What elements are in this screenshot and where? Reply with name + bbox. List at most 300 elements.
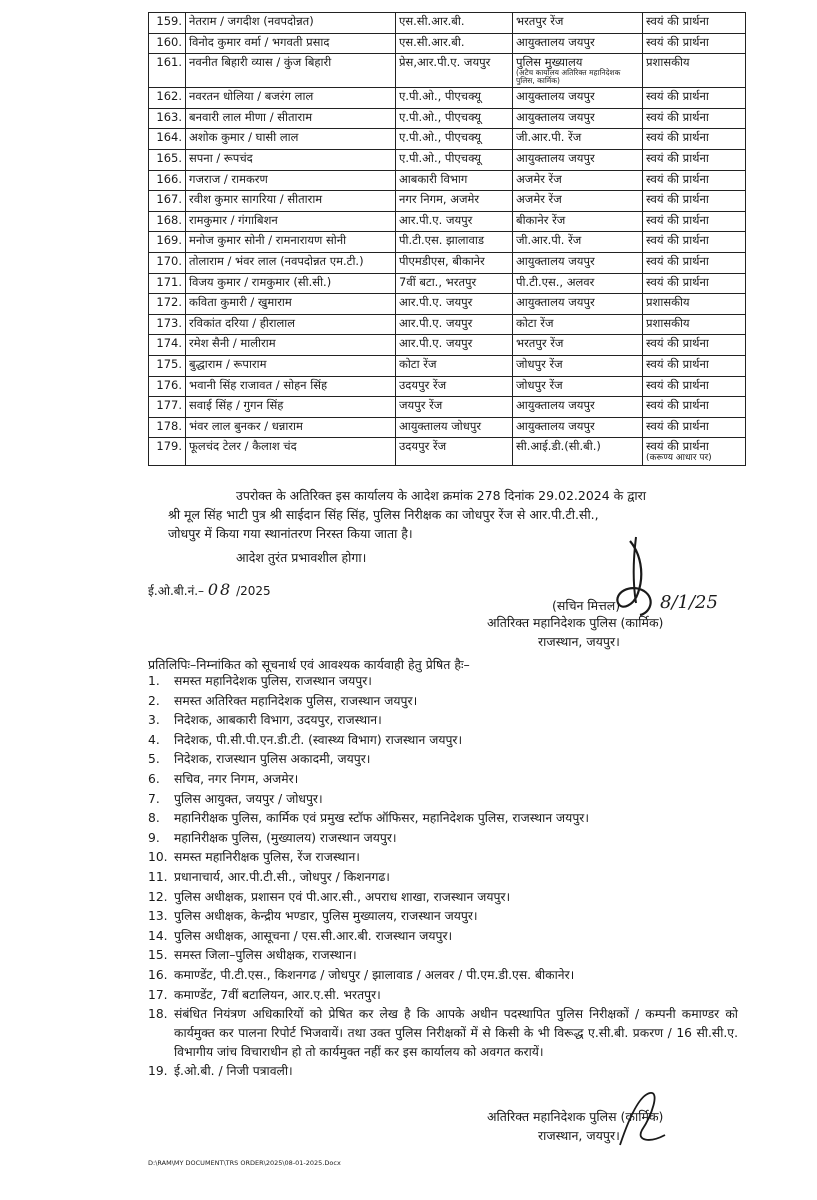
transfer-reason: स्वयं की प्रार्थना [646, 171, 709, 186]
signatory2-title: अतिरिक्त महानिदेशक पुलिस (कार्मिक) [487, 1109, 664, 1124]
from-posting-cell [396, 252, 513, 273]
list-item [148, 790, 738, 810]
list-item-text: समस्त महानिदेशक पुलिस, राजस्थान जयपुर। [174, 674, 372, 688]
to-posting-cell [513, 129, 643, 150]
list-item [148, 809, 738, 829]
row-number: 167. [156, 192, 182, 207]
row-number-cell [149, 88, 186, 109]
signatory-title: अतिरिक्त महानिदेशक पुलिस (कार्मिक) [487, 615, 664, 630]
officer-name: भवानी सिंह राजावत / सोहन सिंह [189, 377, 328, 392]
to-posting: पुलिस मुख्यालय [516, 55, 583, 70]
reason-note: (करूण्य आधार पर) [646, 452, 712, 463]
list-item-text: संबंधित नियंत्रण अधिकारियों को प्रेषित कर लेख है कि आपके अधीन पदस्थापित पुलिस निरीक्षकों / कम्पनी कमाण्डर को कार्यमुक्त कर पालना रिपोर्ट भिजवायें। तथा उक्त पुलिस निरीक्षकों में से किसी के भी विरूद्ध ए.सी.बी. प्रकरण / 16 सी.सी.ए. विभागीय जांच विचाराधीन हो तो कार्यमुक्त नहीं कर इस कार्यालय को अवगत करायें। [174, 1007, 738, 1060]
row-number: 159. [156, 14, 182, 28]
row-number: 176. [156, 377, 182, 392]
copy-to-list [148, 672, 738, 1082]
transfer-reason: स्वयं की प्रार्थना [646, 89, 709, 104]
transfer-reason: स्वयं की प्रार्थना [646, 398, 709, 413]
table-row [149, 335, 746, 356]
officer-name: रवीश कुमार सागरिया / सीताराम [189, 192, 323, 207]
row-number: 172. [156, 295, 182, 310]
officer-name-cell [186, 149, 396, 170]
transfer-reason-cell [643, 294, 746, 315]
list-item-text: ई.ओ.बी. / निजी पत्रावली। [174, 1064, 293, 1079]
officer-name: फूलचंद टेलर / कैलाश चंद [189, 439, 297, 454]
eob-number-handwritten: 08 [207, 580, 233, 599]
officer-name-cell [186, 191, 396, 212]
list-item [148, 731, 738, 751]
transfer-reason-cell [643, 314, 746, 335]
handwritten-date: 8/1/25 [660, 592, 718, 613]
transfer-reason: स्वयं की प्रार्थना [646, 418, 709, 433]
table-row [149, 376, 746, 397]
list-item-text: निदेशक, राजस्थान पुलिस अकादमी, जयपुर। [174, 752, 371, 767]
officer-name-cell [186, 33, 396, 54]
list-item-number: 11. [148, 869, 168, 884]
transfer-reason: स्वयं की प्रार्थना [646, 109, 709, 124]
table-row [149, 314, 746, 335]
transfer-reason-cell [643, 335, 746, 356]
from-posting-cell [396, 376, 513, 397]
from-posting-cell [396, 54, 513, 88]
to-posting: आयुक्तालय जयपुर [516, 295, 595, 310]
transfer-reason-cell [643, 417, 746, 438]
to-posting-cell [513, 108, 643, 129]
row-number-cell [149, 191, 186, 212]
to-posting-cell [513, 149, 643, 170]
list-item-number: 17. [148, 987, 168, 1002]
officer-name: तोलाराम / भंवर लाल (नवपदोन्नत एम.टी.) [189, 253, 364, 268]
from-posting: ए.पी.ओ., पीएचक्यू [399, 150, 481, 165]
eob-prefix: ई.ओ.बी.नं.– [148, 584, 205, 598]
list-item [148, 1005, 738, 1062]
from-posting: कोटा रेंज [399, 356, 437, 371]
officer-name: नवनीत बिहारी व्यास / कुंज बिहारी [189, 55, 332, 70]
officer-name: बुद्धाराम / रूपाराम [189, 356, 267, 371]
table-row [149, 273, 746, 294]
effective-notice: आदेश तुरंत प्रभावशील होगा। [236, 550, 367, 565]
row-number-cell [149, 54, 186, 88]
transfer-reason: स्वयं की प्रार्थना [646, 233, 709, 248]
list-item [148, 848, 738, 868]
officer-name: सपना / रूपचंद [189, 150, 253, 165]
list-item-number: 4. [148, 732, 160, 747]
table-row [149, 170, 746, 191]
officer-name-cell [186, 273, 396, 294]
transfer-reason-cell [643, 54, 746, 88]
list-item-text: निदेशक, आबकारी विभाग, उदयपुर, राजस्थान। [174, 713, 382, 728]
to-posting-cell [513, 355, 643, 376]
row-number: 164. [156, 130, 182, 145]
to-posting: बीकानेर रेंज [516, 212, 566, 227]
to-posting: जोधपुर रेंज [516, 356, 563, 371]
transfer-reason-cell [643, 397, 746, 418]
to-posting-cell [513, 376, 643, 397]
from-posting: उदयपुर रेंज [399, 439, 447, 454]
to-posting-cell [513, 170, 643, 191]
row-number-cell [149, 252, 186, 273]
from-posting-cell [396, 33, 513, 54]
officer-name-cell [186, 13, 396, 34]
from-posting: आर.पी.ए. जयपुर [399, 315, 473, 330]
to-posting-cell [513, 294, 643, 315]
list-item-text: प्रधानाचार्य, आर.पी.टी.सी., जोधपुर / किशनगढ। [174, 869, 390, 884]
list-item-number: 18. [148, 1007, 168, 1022]
from-posting-cell [396, 314, 513, 335]
list-item [148, 1062, 738, 1082]
table-row [149, 54, 746, 88]
row-number-cell [149, 438, 186, 466]
table-row [149, 108, 746, 129]
from-posting: नगर निगम, अजमेर [399, 192, 480, 207]
list-item-number: 5. [148, 752, 160, 767]
table-row [149, 191, 746, 212]
list-item [148, 888, 738, 908]
list-item-number: 9. [148, 830, 160, 845]
row-number: 174. [156, 336, 182, 351]
to-posting: भरतपुर रेंज [516, 14, 564, 28]
row-number-cell [149, 294, 186, 315]
officer-name: रविकांत दरिया / हीरालाल [189, 315, 296, 330]
transfer-reason: स्वयं की प्रार्थना [646, 34, 709, 49]
to-posting: भरतपुर रेंज [516, 336, 564, 351]
row-number: 171. [156, 274, 182, 289]
transfer-reason: प्रशासकीय [646, 295, 690, 310]
from-posting: आयुक्तालय जोधपुर [399, 418, 482, 433]
transfer-reason-cell [643, 376, 746, 397]
to-posting-cell [513, 273, 643, 294]
list-item-text: सचिव, नगर निगम, अजमेर। [174, 771, 299, 786]
list-item-text: महानिरीक्षक पुलिस, कार्मिक एवं प्रमुख स्टॉफ ऑफिसर, महानिदेशक पुलिस, राजस्थान जयपुर। [174, 811, 589, 826]
to-posting-cell [513, 438, 643, 466]
list-item-text: पुलिस अधीक्षक, केन्द्रीय भण्डार, पुलिस मुख्यालय, राजस्थान जयपुर। [174, 909, 478, 924]
officer-name-cell [186, 54, 396, 88]
transfer-reason-cell [643, 252, 746, 273]
from-posting-cell [396, 232, 513, 253]
from-posting-cell [396, 170, 513, 191]
table-row [149, 129, 746, 150]
to-posting-cell [513, 252, 643, 273]
list-item-number: 1. [148, 674, 160, 688]
transfer-reason: स्वयं की प्रार्थना [646, 130, 709, 145]
to-posting-cell [513, 191, 643, 212]
transfer-reason-cell [643, 88, 746, 109]
table-row [149, 294, 746, 315]
from-posting: आर.पी.ए. जयपुर [399, 295, 473, 310]
officer-name: गजराज / रामकरण [189, 171, 268, 186]
list-item-number: 2. [148, 693, 160, 708]
from-posting-cell [396, 129, 513, 150]
to-posting-cell [513, 33, 643, 54]
from-posting: आबकारी विभाग [399, 171, 468, 186]
table-row [149, 13, 746, 34]
row-number-cell [149, 335, 186, 356]
table-row [149, 149, 746, 170]
row-number: 170. [156, 253, 182, 268]
table-row [149, 33, 746, 54]
signatory2-place: राजस्थान, जयपुर। [538, 1128, 620, 1143]
officer-name: विनोद कुमार वर्मा / भगवती प्रसाद [189, 34, 330, 49]
from-posting: ए.पी.ओ., पीएचक्यू [399, 130, 481, 145]
officer-name: रामकुमार / गंगाबिशन [189, 212, 278, 227]
list-item-text: पुलिस आयुक्त, जयपुर / जोधपुर। [174, 791, 323, 806]
transfer-reason: स्वयं की प्रार्थना [646, 150, 709, 165]
table-row [149, 417, 746, 438]
row-number-cell [149, 149, 186, 170]
to-posting-cell [513, 417, 643, 438]
from-posting: एस.सी.आर.बी. [399, 14, 465, 28]
transfer-table [148, 12, 746, 466]
transfer-reason: स्वयं की प्रार्थना [646, 212, 709, 227]
from-posting-cell [396, 88, 513, 109]
row-number-cell [149, 108, 186, 129]
transfer-reason: स्वयं की प्रार्थना [646, 253, 709, 268]
officer-name: रमेश सैनी / मालीराम [189, 336, 276, 351]
from-posting-cell [396, 149, 513, 170]
signatory-place: राजस्थान, जयपुर। [538, 634, 620, 649]
officer-name: बनवारी लाल मीणा / सीताराम [189, 109, 313, 124]
to-posting: जोधपुर रेंज [516, 377, 563, 392]
from-posting: एस.सी.आर.बी. [399, 34, 465, 49]
body-paragraph-line-2: श्री मूल सिंह भाटी पुत्र श्री साईदान सिंह सिंह, पुलिस निरीक्षक का जोधपुर रेंज से आर.पी.टी.सी., [168, 507, 599, 522]
row-number-cell [149, 232, 186, 253]
transfer-reason-cell [643, 33, 746, 54]
table-row [149, 355, 746, 376]
list-item-text: कमाण्डेंट, पी.टी.एस., किशनगढ / जोधपुर / झालावाड / अलवर / पी.एम.डी.एस. बीकानेर। [174, 967, 575, 982]
list-item-text: महानिरीक्षक पुलिस, (मुख्यालय) राजस्थान जयपुर। [174, 830, 397, 845]
to-posting-cell [513, 397, 643, 418]
table-row [149, 88, 746, 109]
list-item [148, 711, 738, 731]
officer-name-cell [186, 314, 396, 335]
row-number-cell [149, 211, 186, 232]
row-number-cell [149, 376, 186, 397]
to-posting-cell [513, 88, 643, 109]
row-number: 162. [156, 89, 182, 104]
officer-name-cell [186, 170, 396, 191]
to-posting-cell [513, 335, 643, 356]
officer-name: विजय कुमार / रामकुमार (सी.सी.) [189, 274, 332, 289]
list-item-text: पुलिस अधीक्षक, आसूचना / एस.सी.आर.बी. राजस्थान जयपुर। [174, 928, 453, 943]
row-number-cell [149, 355, 186, 376]
officer-name-cell [186, 211, 396, 232]
list-item-number: 16. [148, 967, 168, 982]
from-posting-cell [396, 191, 513, 212]
row-number-cell [149, 314, 186, 335]
to-posting: आयुक्तालय जयपुर [516, 253, 595, 268]
row-number-cell [149, 397, 186, 418]
from-posting-cell [396, 13, 513, 34]
from-posting-cell [396, 294, 513, 315]
from-posting-cell [396, 211, 513, 232]
row-number: 168. [156, 212, 182, 227]
transfer-reason-cell [643, 129, 746, 150]
row-number: 165. [156, 150, 182, 165]
officer-name-cell [186, 397, 396, 418]
list-item [148, 750, 738, 770]
officer-name-cell [186, 335, 396, 356]
transfer-reason-cell [643, 232, 746, 253]
transfer-reason-cell [643, 13, 746, 34]
list-item [148, 672, 738, 692]
from-posting: आर.पी.ए. जयपुर [399, 212, 473, 227]
from-posting: आर.पी.ए. जयपुर [399, 336, 473, 351]
from-posting-cell [396, 397, 513, 418]
to-posting: अजमेर रेंज [516, 192, 562, 207]
table-row [149, 252, 746, 273]
from-posting: प्रेस,आर.पी.ए. जयपुर [399, 55, 491, 70]
list-item-text: समस्त महानिरीक्षक पुलिस, रेंज राजस्थान। [174, 850, 360, 865]
transfer-reason: प्रशासकीय [646, 55, 690, 70]
officer-name-cell [186, 294, 396, 315]
from-posting: पी.टी.एस. झालावाड [399, 233, 485, 248]
list-item-number: 7. [148, 791, 160, 806]
list-item-number: 3. [148, 713, 160, 728]
officer-name-cell [186, 129, 396, 150]
row-number: 169. [156, 233, 182, 248]
to-posting-cell [513, 314, 643, 335]
table-row [149, 438, 746, 466]
list-item [148, 986, 738, 1006]
to-posting-cell [513, 13, 643, 34]
body-paragraph-line-1: उपरोक्त के अतिरिक्त इस कार्यालय के आदेश क्रमांक 278 दिनांक 29.02.2024 के द्वारा [236, 488, 647, 503]
officer-name-cell [186, 232, 396, 253]
row-number-cell [149, 129, 186, 150]
row-number-cell [149, 33, 186, 54]
to-posting: आयुक्तालय जयपुर [516, 398, 595, 413]
row-number: 163. [156, 109, 182, 124]
list-item-number: 13. [148, 909, 168, 924]
officer-name-cell [186, 376, 396, 397]
row-number: 166. [156, 171, 182, 186]
list-item-text: समस्त जिला–पुलिस अधीक्षक, राजस्थान। [174, 948, 357, 963]
officer-name: नेतराम / जगदीश (नवपदोन्नत) [189, 14, 314, 28]
transfer-reason: स्वयं की प्रार्थना [646, 192, 709, 207]
transfer-reason: स्वयं की प्रार्थना [646, 336, 709, 351]
officer-name: नवरतन धोलिया / बजरंग लाल [189, 89, 314, 104]
row-number: 173. [156, 315, 182, 330]
list-item-number: 8. [148, 811, 160, 826]
from-posting-cell [396, 438, 513, 466]
list-item-text: निदेशक, पी.सी.पी.एन.डी.टी. (स्वास्थ्य विभाग) राजस्थान जयपुर। [174, 732, 463, 747]
from-posting-cell [396, 335, 513, 356]
to-posting: आयुक्तालय जयपुर [516, 89, 595, 104]
transfer-reason-cell [643, 355, 746, 376]
transfer-reason-cell [643, 211, 746, 232]
from-posting-cell [396, 417, 513, 438]
file-path-footer: D:\RAM\MY DOCUMENT\TRS ORDER\2025\08-01-2025.Docx [148, 1159, 341, 1167]
list-item [148, 692, 738, 712]
row-number: 160. [156, 34, 182, 49]
list-item-text: पुलिस अधीक्षक, प्रशासन एवं पी.आर.सी., अपराध शाखा, राजस्थान जयपुर। [174, 889, 511, 904]
transfer-reason-cell [643, 273, 746, 294]
transfer-reason: स्वयं की प्रार्थना [646, 356, 709, 371]
transfer-reason-cell [643, 149, 746, 170]
from-posting: 7वीं बटा., भरतपुर [399, 274, 477, 289]
to-posting-cell [513, 54, 643, 88]
officer-name-cell [186, 88, 396, 109]
officer-name-cell [186, 438, 396, 466]
row-number: 177. [156, 398, 182, 413]
to-posting: जी.आर.पी. रेंज [516, 233, 582, 248]
row-number: 178. [156, 418, 182, 433]
to-posting: कोटा रेंज [516, 315, 554, 330]
list-item [148, 927, 738, 947]
table-row [149, 211, 746, 232]
list-item [148, 868, 738, 888]
transfer-reason-cell [643, 108, 746, 129]
transfer-reason-cell [643, 191, 746, 212]
eob-year: /2025 [236, 584, 271, 598]
transfer-reason: स्वयं की प्रार्थना [646, 14, 709, 28]
from-posting: ए.पी.ओ., पीएचक्यू [399, 89, 481, 104]
transfer-reason: स्वयं की प्रार्थना [646, 274, 709, 289]
officer-name: मनोज कुमार सोनी / रामनारायण सोनी [189, 233, 347, 248]
to-posting: जी.आर.पी. रेंज [516, 130, 582, 145]
row-number-cell [149, 417, 186, 438]
officer-name: कविता कुमारी / खुमाराम [189, 295, 292, 310]
list-item-text: कमाण्डेंट, 7वीं बटालियन, आर.ए.सी. भरतपुर। [174, 987, 381, 1002]
to-posting: आयुक्तालय जयपुर [516, 34, 595, 49]
list-item-number: 6. [148, 771, 160, 786]
body-paragraph-line-3: जोधपुर में किया गया स्थानांतरण निरस्त किया जाता है। [168, 526, 413, 541]
from-posting-cell [396, 355, 513, 376]
row-number: 179. [156, 439, 182, 454]
list-item-number: 14. [148, 928, 168, 943]
copy-to-heading: प्रतिलिपिः–निम्नांकित को सूचनार्थ एवं आवश्यक कार्यवाही हेतु प्रेषित हैः– [148, 657, 470, 672]
table-row [149, 232, 746, 253]
list-item [148, 829, 738, 849]
to-posting: अजमेर रेंज [516, 171, 562, 186]
row-number: 161. [156, 55, 182, 70]
to-posting: आयुक्तालय जयपुर [516, 109, 595, 124]
to-posting-cell [513, 232, 643, 253]
transfer-reason: स्वयं की प्रार्थना [646, 439, 709, 454]
row-number-cell [149, 273, 186, 294]
officer-name: सवाई सिंह / गुगन सिंह [189, 398, 284, 413]
to-posting-cell [513, 211, 643, 232]
officer-name: भंवर लाल बुनकर / धन्नाराम [189, 418, 303, 433]
from-posting: पीएमडीएस, बीकानेर [399, 253, 485, 268]
officer-name-cell [186, 108, 396, 129]
transfer-reason-cell [643, 438, 746, 466]
row-number: 175. [156, 356, 182, 371]
signatory-name: (सचिन मित्तल) [552, 598, 621, 613]
row-number-cell [149, 170, 186, 191]
list-item-text: समस्त अतिरिक्त महानिदेशक पुलिस, राजस्थान जयपुर। [174, 693, 418, 708]
list-item-number: 12. [148, 889, 168, 904]
transfer-reason: प्रशासकीय [646, 315, 690, 330]
list-item-number: 10. [148, 850, 168, 865]
transfer-reason-cell [643, 170, 746, 191]
from-posting: ए.पी.ओ., पीएचक्यू [399, 109, 481, 124]
from-posting: उदयपुर रेंज [399, 377, 447, 392]
table-row [149, 397, 746, 418]
to-posting: आयुक्तालय जयपुर [516, 150, 595, 165]
list-item [148, 966, 738, 986]
to-posting: सी.आई.डी.(सी.बी.) [516, 439, 601, 454]
from-posting: जयपुर रेंज [399, 398, 443, 413]
to-posting: पी.टी.एस., अलवर [516, 274, 595, 289]
officer-name-cell [186, 417, 396, 438]
officer-name-cell [186, 252, 396, 273]
list-item-number: 19. [148, 1064, 168, 1079]
list-item-number: 15. [148, 948, 168, 963]
list-item [148, 946, 738, 966]
list-item [148, 907, 738, 927]
officer-name: अशोक कुमार / घासी लाल [189, 130, 299, 145]
list-item [148, 770, 738, 790]
